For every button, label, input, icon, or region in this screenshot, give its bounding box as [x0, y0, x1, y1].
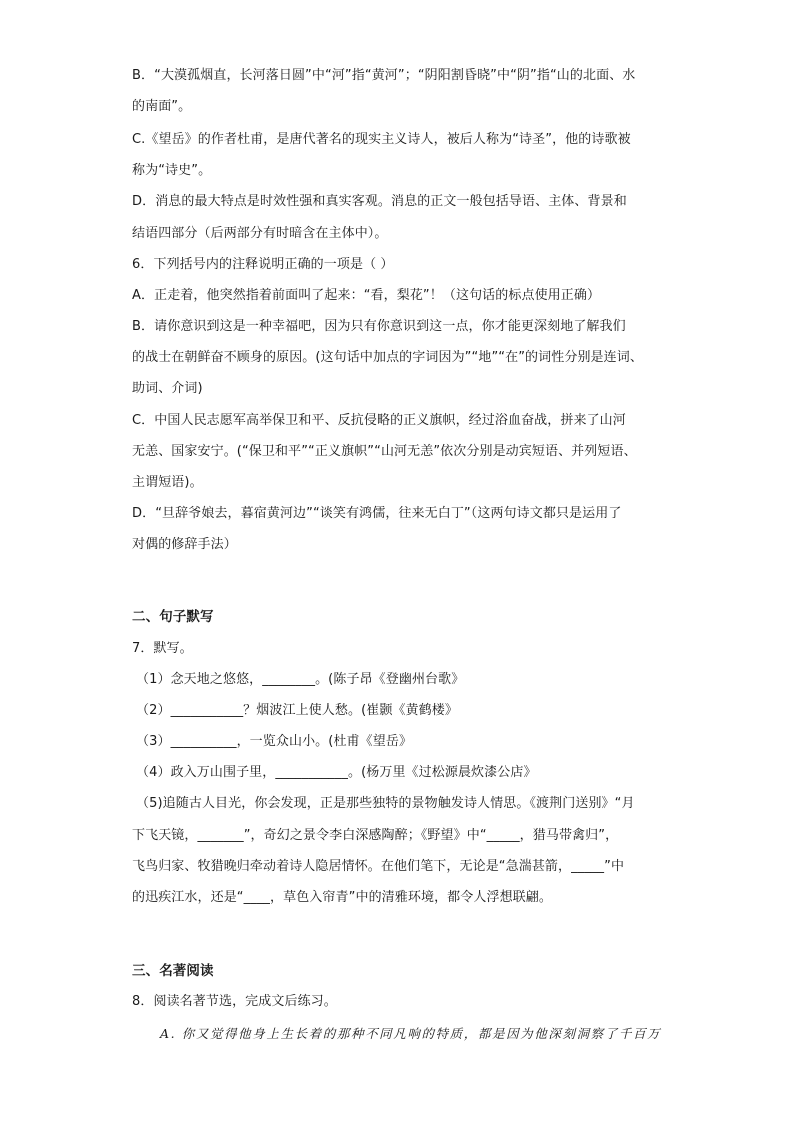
q7-item-5-line-1: （5)追随古人目光，你会发现，正是那些独特的景物触发诗人情思。《渡荆门送别》“月: [136, 796, 635, 811]
question-7-stem: 7．默写。: [132, 641, 193, 656]
option-c-line-1: C.《望岳》的作者杜甫，是唐代著名的现实主义诗人，被后人称为“诗圣”，他的诗歌被: [132, 132, 631, 147]
q7-item-5-line-2: 下飞天镜，_______”，奇幻之景令李白深感陶醉；《野望》中“_____，猎马带禽归”，: [132, 828, 619, 843]
q6-option-a: A．正走着，他突然指着前面叫了起来：“看，梨花”！（这句话的标点使用正确）: [132, 288, 601, 303]
q6-option-c-line-3: 主谓短语)。: [132, 475, 203, 490]
q7-item-2: （2）___________？烟波江上使人愁。(崔颢《黄鹤楼》: [136, 703, 458, 718]
question-6-stem: 6．下列括号内的注释说明正确的一项是（ ）: [132, 257, 394, 272]
q6-option-b-line-2: 的战士在朝鲜奋不顾身的原因。(这句话中加点的字词因为”“地”“在”的词性分别是连词、: [132, 350, 643, 365]
q6-option-b-line-3: 助词、介词): [132, 381, 203, 396]
q7-item-4: （4）政入万山围子里，___________。(杨万里《过松源晨炊漆公店》: [136, 765, 537, 780]
q7-item-1: （1）念天地之悠悠，________。(陈子昂《登幽州台歌》: [136, 672, 465, 687]
option-d-line-1: D．消息的最大特点是时效性强和真实客观。消息的正文一般包括导语、主体、背景和: [132, 194, 627, 209]
question-8-stem: 8．阅读名著节选，完成文后练习。: [132, 994, 337, 1009]
q6-option-c-line-2: 无恙、国家安宁。(“保卫和平”“正义旗帜”“山河无恙”依次分别是动宾短语、并列短语、: [132, 444, 637, 459]
option-b-line-2: 的南面”。: [132, 99, 192, 114]
option-c-line-2: 称为“诗史”。: [132, 163, 212, 178]
q7-item-5-line-4: 的迅疾江水，还是“____，草色入帘青”中的清雅环境，都令人浮想联翩。: [132, 890, 552, 905]
q7-item-5-line-3: 飞鸟归家、牧猎晚归牵动着诗人隐居情怀。在他们笔下，无论是“急湍甚箭，_____”中: [132, 859, 625, 874]
section-heading-dictation: 二、句子默写: [132, 609, 214, 625]
q6-option-c-line-1: C．中国人民志愿军高举保卫和平、反抗侵略的正义旗帜，经过浴血奋战，拼来了山河: [132, 413, 626, 428]
q6-option-b-line-1: B．请你意识到这是一种幸福吧，因为只有你意识到这一点，你才能更深刻地了解我们: [132, 319, 626, 334]
q6-option-d-line-2: 对偶的修辞手法）: [132, 537, 237, 552]
option-b-line-1: B．“大漠孤烟直，长河落日圆”中“河”指“黄河”；“阴阳割昏晓”中“阴”指“山的北面、水: [132, 68, 636, 83]
option-d-line-2: 结语四部分（后两部分有时暗含在主体中）。: [132, 226, 388, 241]
excerpt-a-line-1: A. 你又觉得他身上生长着的那种不同凡响的特质，都是因为他深刻洞察了千百万: [160, 1026, 662, 1041]
q6-option-d-line-1: D．“旦辞爷娘去，暮宿黄河边”“谈笑有鸿儒，往来无白丁”（这两句诗文都只是运用了: [132, 506, 622, 521]
q7-item-3: （3）__________，一览众山小。(杜甫《望岳》: [136, 734, 413, 749]
section-heading-classics: 三、名著阅读: [132, 963, 214, 979]
